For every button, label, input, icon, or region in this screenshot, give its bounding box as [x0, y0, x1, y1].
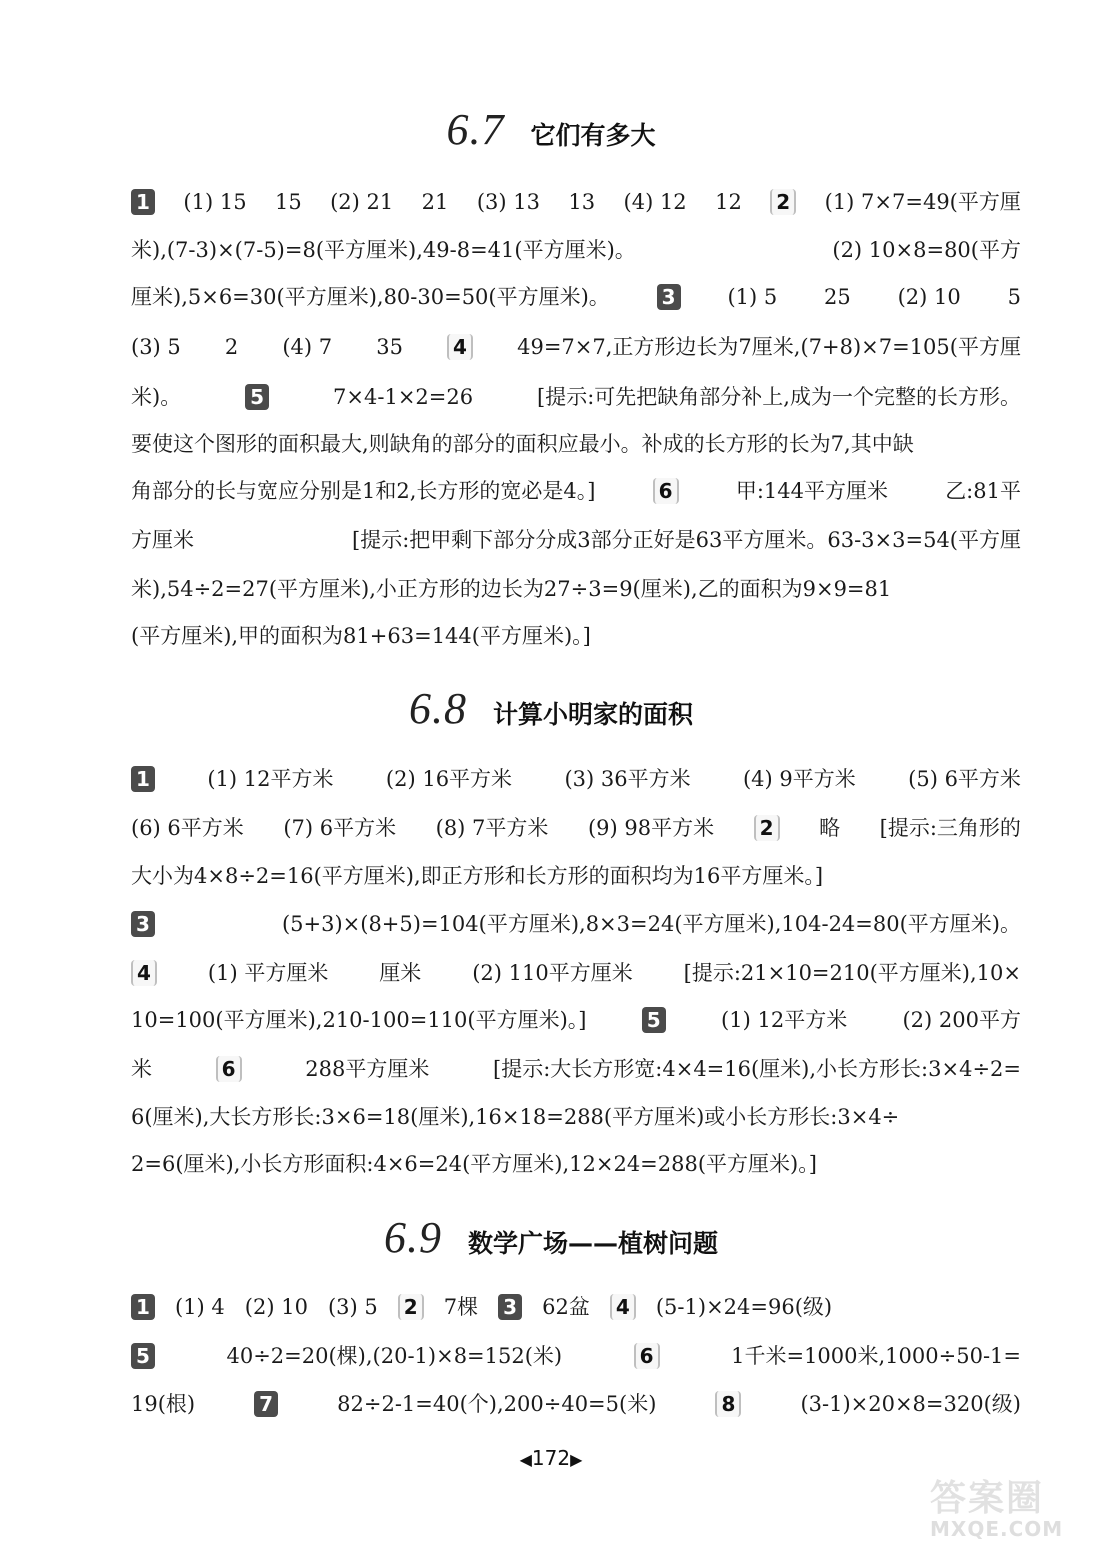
answer-text: 21	[421, 190, 449, 214]
answer-text: (2) 10	[244, 1295, 308, 1319]
answer-line	[131, 619, 1021, 653]
question-marker: 4	[131, 960, 157, 986]
watermark	[930, 1470, 1090, 1541]
answer-text: 5	[1007, 285, 1021, 309]
answer-text: (9) 98平方米	[587, 816, 715, 840]
answer-line	[131, 474, 1021, 508]
section-heading-6-8	[0, 683, 1102, 734]
question-marker: 4	[447, 334, 473, 360]
answer-line	[131, 1290, 1021, 1324]
question-marker: 5	[245, 384, 269, 410]
left-triangle-icon: ◀	[519, 1450, 532, 1469]
answer-line	[131, 1147, 1021, 1181]
answer-text: 7×4-1×2=26	[333, 385, 474, 409]
answer-text: (3) 13	[476, 190, 540, 214]
answer-text: (8) 7平方米	[435, 816, 549, 840]
right-triangle-icon: ▶	[570, 1450, 583, 1469]
answer-text: 大小为4×8÷2=16(平方厘米),即正方形和长方形的面积均为16平方厘米。]	[131, 864, 824, 888]
answer-text: [提示:把甲剩下部分分成3部分正好是63平方厘米。63-3×3=54(平方厘	[352, 528, 1021, 552]
answer-text: 40÷2=20(棵),(20-1)×8=152(米)	[226, 1344, 563, 1368]
section-title: 它们有多大	[530, 121, 656, 150]
answer-text: 13	[568, 190, 596, 214]
question-marker: 8	[715, 1391, 741, 1417]
answer-line	[131, 233, 1021, 267]
section-heading-6-9	[0, 1212, 1102, 1263]
answer-text: 49=7×7,正方形边长为7厘米,(7+8)×7=105(平方厘	[517, 335, 1021, 359]
answer-text: (2) 10	[897, 285, 961, 309]
answer-text: 米),54÷2=27(平方厘米),小正方形的边长为27÷3=9(厘米),乙的面积为9×9=81	[131, 577, 892, 601]
answer-line	[131, 572, 1021, 606]
answer-text: (5+3)×(8+5)=104(平方厘米),8×3=24(平方厘米),104-24=80(平方厘米)。	[281, 912, 1021, 936]
question-marker: 5	[131, 1343, 155, 1369]
answer-text: (3-1)×20×8=320(级)	[800, 1392, 1021, 1416]
watermark-site: MXQE.COM	[930, 1517, 1064, 1541]
answer-text: (5) 6平方米	[908, 767, 1021, 791]
answer-text: 角部分的长与宽应分别是1和2,长方形的宽必是4。]	[131, 479, 596, 503]
answer-text: (6) 6平方米	[131, 816, 244, 840]
answer-line	[131, 762, 1021, 796]
page-number	[0, 1446, 1102, 1470]
answer-text: 62盆	[542, 1295, 590, 1319]
answer-line	[131, 330, 1021, 364]
answer-text: [提示:可先把缺角部分补上,成为一个完整的长方形。	[537, 385, 1021, 409]
answer-line	[131, 427, 1021, 461]
answer-line	[131, 859, 1021, 893]
answer-line	[131, 523, 1021, 557]
answer-text: 82÷2-1=40(个),200÷40=5(米)	[337, 1392, 657, 1416]
question-marker: 3	[657, 284, 681, 310]
answer-text: 米)。	[131, 385, 182, 409]
answer-text: (1) 12平方米	[721, 1008, 848, 1032]
answer-text: (1) 4	[175, 1295, 225, 1319]
question-marker: 3	[131, 911, 155, 937]
question-marker: 6	[216, 1056, 242, 1082]
answer-text: 12	[715, 190, 742, 214]
answer-line	[131, 185, 1021, 219]
answer-text: (2) 10×8=80(平方	[832, 238, 1021, 262]
answer-text: (平方厘米),甲的面积为81+63=144(平方厘米)。]	[131, 624, 591, 648]
answer-text: [提示:三角形的	[879, 816, 1021, 840]
answer-text: 厘米	[379, 961, 422, 985]
answer-text: 方厘米	[131, 528, 194, 552]
answer-line	[131, 1052, 1021, 1086]
answer-text: (2) 16平方米	[385, 767, 513, 791]
answer-line	[131, 811, 1021, 845]
answer-text: (2) 110平方厘米	[472, 961, 633, 985]
section-number: 6.8	[408, 684, 467, 733]
answer-text: (1) 15	[183, 190, 247, 214]
answer-text: 1千米=1000米,1000÷50-1=	[731, 1344, 1021, 1368]
answer-text: (1) 7×7=49(平方厘	[824, 190, 1021, 214]
section-title: 计算小明家的面积	[492, 700, 693, 729]
answer-line	[131, 1339, 1021, 1373]
section-heading-6-7	[0, 104, 1102, 155]
answer-text: (3) 5	[327, 1295, 378, 1319]
answer-text: (4) 12	[623, 190, 687, 214]
answer-text: (4) 9平方米	[742, 767, 856, 791]
answer-text: 甲:144平方厘米	[735, 479, 888, 503]
question-marker: 2	[770, 189, 796, 215]
answer-line	[131, 1100, 1021, 1134]
answer-text: [提示:21×10=210(平方厘米),10×	[683, 961, 1021, 985]
question-marker: 1	[131, 766, 155, 792]
question-marker: 1	[131, 1294, 155, 1320]
question-marker: 6	[634, 1343, 660, 1369]
section-number: 6.9	[383, 1213, 442, 1262]
answer-text: (2) 200平方	[902, 1008, 1021, 1032]
answer-text: 厘米),5×6=30(平方厘米),80-30=50(平方厘米)。	[131, 285, 610, 309]
question-marker: 7	[254, 1391, 278, 1417]
answer-line	[131, 907, 1021, 941]
answer-text: [提示:大长方形宽:4×4=16(厘米),小长方形长:3×4÷2=	[493, 1057, 1021, 1081]
answer-text: (7) 6平方米	[283, 816, 397, 840]
answer-text: 略	[819, 816, 841, 840]
question-marker: 2	[754, 815, 780, 841]
page-number-text: 172	[531, 1446, 571, 1470]
answer-text: 米),(7-3)×(7-5)=8(平方厘米),49-8=41(平方厘米)。	[131, 238, 636, 262]
answer-line	[131, 1387, 1021, 1421]
answer-text: 7棵	[443, 1295, 479, 1319]
answer-text: 要使这个图形的面积最大,则缺角的部分的面积应最小。补成的长方形的长为7,其中缺	[131, 432, 914, 456]
answer-text: 2	[224, 335, 239, 359]
answer-text: 米	[131, 1057, 152, 1081]
question-marker: 2	[398, 1294, 424, 1320]
question-marker: 1	[131, 189, 155, 215]
question-marker: 4	[610, 1294, 636, 1320]
section-number: 6.7	[446, 105, 505, 154]
answer-text: (3) 5	[131, 335, 181, 359]
answer-text: 10=100(平方厘米),210-100=110(平方厘米)。]	[131, 1008, 587, 1032]
answer-text: 6(厘米),大长方形长:3×6=18(厘米),16×18=288(平方厘米)或小长方形长:3×4÷	[131, 1105, 900, 1129]
answer-text: 288平方厘米	[305, 1057, 430, 1081]
answer-line	[131, 380, 1021, 414]
answer-text: (5-1)×24=96(级)	[655, 1295, 833, 1319]
answer-text: (1) 平方厘米	[207, 961, 329, 985]
answer-text: (2) 21	[330, 190, 394, 214]
answer-text: (4) 7	[282, 335, 333, 359]
answer-text: (1) 12平方米	[207, 767, 334, 791]
answer-text: (3) 36平方米	[564, 767, 691, 791]
question-marker: 6	[653, 478, 679, 504]
answer-text: 乙:81平	[945, 479, 1021, 503]
answer-text: 15	[274, 190, 302, 214]
answer-line	[131, 1003, 1021, 1037]
question-marker: 5	[642, 1007, 666, 1033]
answer-text: 19(根)	[131, 1392, 196, 1416]
question-marker: 3	[498, 1294, 522, 1320]
section-title: 数学广场——植树问题	[467, 1229, 718, 1258]
answer-text: 25	[824, 285, 851, 309]
answer-line	[131, 280, 1021, 314]
answer-text: 2=6(厘米),小长方形面积:4×6=24(平方厘米),12×24=288(平方厘米)。]	[131, 1152, 817, 1176]
watermark-logo: 答案圈	[930, 1478, 1045, 1519]
answer-line	[131, 956, 1021, 990]
answer-text: (1) 5	[727, 285, 778, 309]
answer-text: 35	[376, 335, 403, 359]
